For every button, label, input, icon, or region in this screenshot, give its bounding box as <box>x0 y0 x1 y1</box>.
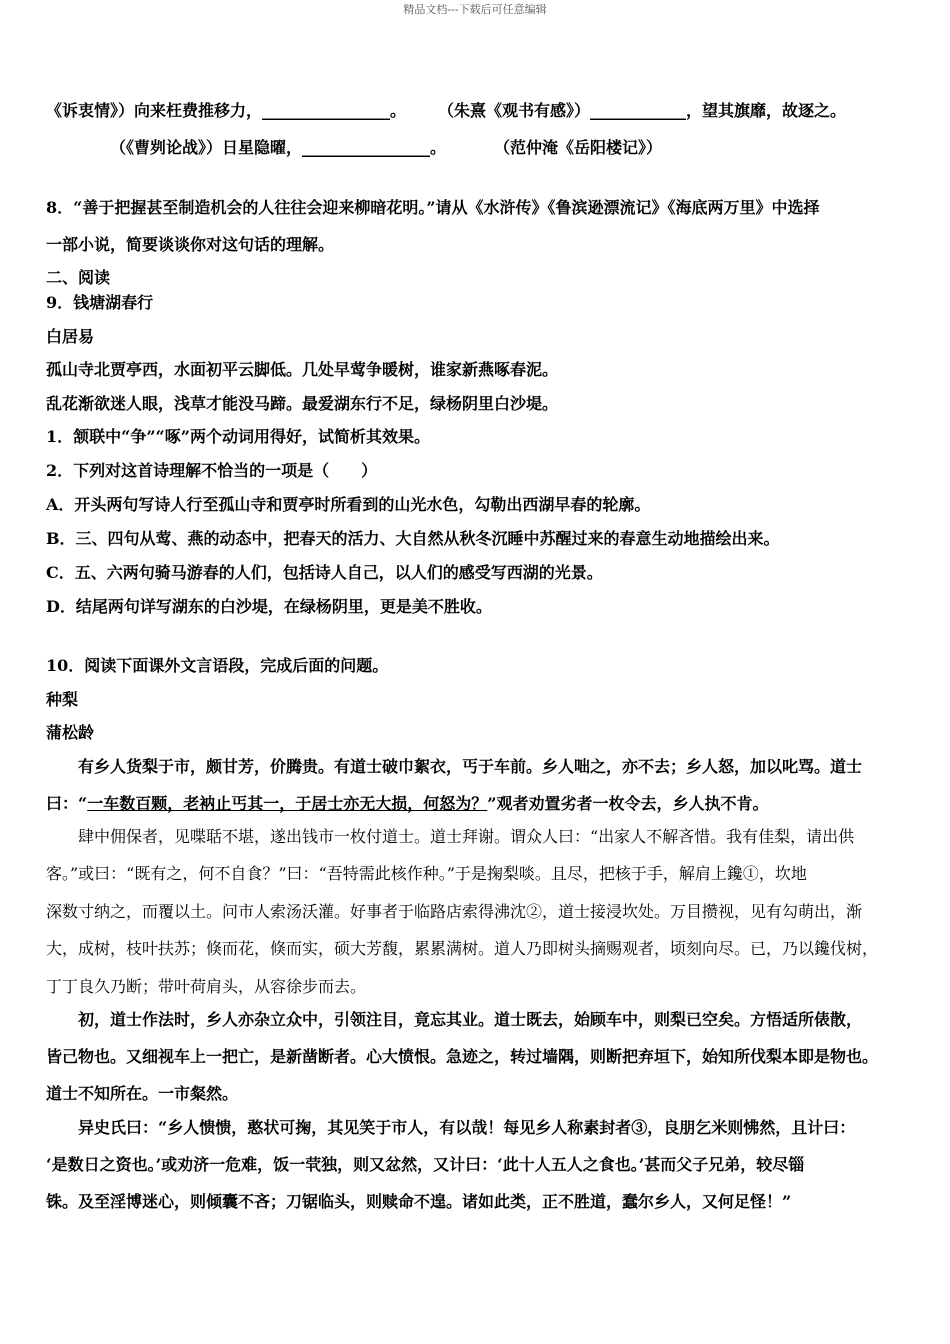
passage-p3-line-2: 皆己物也。又细视车上一把亡，是新凿断者。心大愤恨。急迹之，转过墙隅，则断把弃垣下，始知所伐梨本即是物也。 <box>46 1047 879 1066</box>
option-b: B．三、四句从莺、燕的动态中，把春天的活力、大自然从秋冬沉睡中苏醒过来的春意生动地描绘出来。 <box>46 529 780 548</box>
section-heading-reading: 二、阅读 <box>46 268 111 287</box>
underlined-sentence: 一车数百颗，老衲止丐其一，于居士亦无大损，何怒为？ <box>87 794 488 813</box>
question-10-prompt: 10．阅读下面课外文言语段，完成后面的问题。 <box>46 656 389 675</box>
poem-author: 白居易 <box>46 327 95 346</box>
option-d: D．结尾两句详写湖东的白沙堤，在绿杨阴里，更是美不胜收。 <box>46 597 492 616</box>
passage-p1-line-2 <box>46 794 768 814</box>
passage-p2-line-2: 客。”或曰：“既有之，何不自食？”曰：“吾特需此核作种。”于是掬梨啖。且尽，把核于手，解肩上鑱①，坎地 <box>46 864 807 883</box>
passage-p3-line-1: 初，道士作法时，乡人亦杂立众中，引领注目，竟忘其业。道士既去，始顾车中，则梨已空矣。方悟适所俵散， <box>78 1010 863 1029</box>
passage-p2-line-5: 丁丁良久乃断；带叶荷肩头，从容徐步而去。 <box>46 977 367 996</box>
poem-line-2: 乱花渐欲迷人眼，浅草才能没马蹄。最爱湖东行不足，绿杨阴里白沙堤。 <box>46 394 559 413</box>
option-a: A．开头两句写诗人行至孤山寺和贾亭时所看到的山光水色，勾勒出西湖早春的轮廓。 <box>46 495 651 514</box>
passage-p1-line-1: 有乡人货梨于市，颇甘芳，价腾贵。有道士破巾絮衣，丐于车前。乡人咄之，亦不去；乡人怒，加以叱骂。道士 <box>78 757 863 776</box>
fill-in-line-1: 《诉衷情》）向来枉费推移力，________________。 （朱熹《观书有感》）____________，望其旗靡，故逐之。 <box>46 101 847 120</box>
passage-p4-line-3: 铢。及至淫博迷心，则倾囊不吝；刀锯临头，则赎命不遑。诸如此类，正不胜道，蠢尔乡人，又何足怪！” <box>46 1192 792 1211</box>
passage-p4-line-1: 异史氏曰：“乡人愦愦，憨状可掬，其见笑于市人，有以哉！每见乡人称素封者③，良朋乞米则怫然，且计曰： <box>78 1118 856 1137</box>
passage-author: 蒲松龄 <box>46 723 95 742</box>
quote-open: 曰：“ <box>46 794 88 813</box>
passage-p3-line-3: 道士不知所在。一市粲然。 <box>46 1084 239 1103</box>
passage-p2-line-4: 大，成树，枝叶扶苏；倏而花，倏而实，硕大芳馥，累累满树。道人乃即树头摘赐观者，顷刻向尽。已，乃以鑱伐树， <box>46 939 879 958</box>
question-8-line-2: 一部小说，简要谈谈你对这句话的理解。 <box>46 235 335 254</box>
option-c: C．五、六两句骑马游春的人们，包括诗人自己，以人们的感受写西湖的光景。 <box>46 563 603 582</box>
question-9-title: 9．钱塘湖春行 <box>46 293 154 312</box>
page-header: 精品文档---下载后可任意编辑 <box>403 3 547 16</box>
fill-in-line-2: （《曹刿论战》）日星隐曜，________________。 （范仲淹《岳阳楼记》） <box>110 138 663 157</box>
passage-p2-line-3: 深数寸纳之，而覆以土。问市人索汤沃灌。好事者于临路店索得沸沈②，道士接浸坎处。万目攒视，见有勾萌出，渐 <box>46 902 863 921</box>
passage-p2-line-1: 肆中佣保者，见喋聒不堪，遂出钱市一枚付道士。道士拜谢。谓众人曰：“出家人不解吝惜。我有佳梨，请出供 <box>78 827 855 846</box>
passage-title: 种梨 <box>46 690 79 709</box>
question-8-line-1: 8．“善于把握甚至制造机会的人往往会迎来柳暗花明。”请从《水浒传》《鲁滨逊漂流记》《海底两万里》中选择 <box>46 198 820 217</box>
poem-line-1: 孤山寺北贾亭西，水面初平云脚低。几处早莺争暖树，谁家新燕啄春泥。 <box>46 360 559 379</box>
passage-p4-line-2: ‘是数日之资也。’或劝济一危难，饭一茕独，则又忿然，又计曰：‘此十人五人之食也。’甚而父子兄弟，较尽锱 <box>46 1155 805 1174</box>
question-9-sub-1: 1．颔联中“争”“啄”两个动词用得好，试简析其效果。 <box>46 427 430 446</box>
quote-close: ”观者劝置劣者一枚令去，乡人执不肯。 <box>487 794 769 813</box>
question-9-sub-2: 2．下列对这首诗理解不恰当的一项是（ ） <box>46 461 378 480</box>
